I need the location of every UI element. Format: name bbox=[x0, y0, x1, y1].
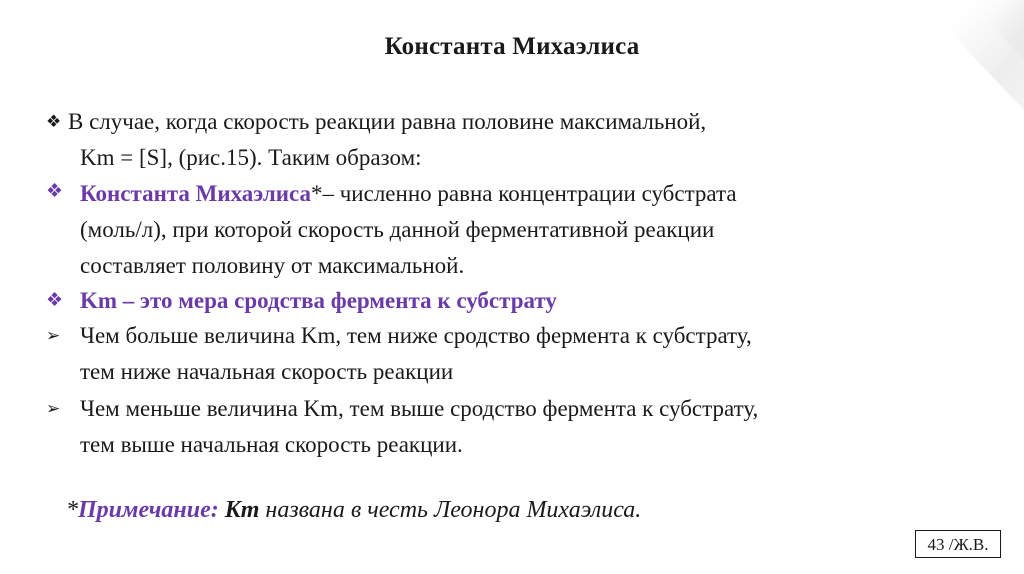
arrow-bullet-icon: ➢ bbox=[46, 399, 61, 418]
p5-line2: тем выше начальная скорость реакции. bbox=[80, 432, 463, 457]
slide-title: Константа Михаэлиса bbox=[384, 33, 640, 60]
p2-definition: *– численно равна концентрации субстрата bbox=[310, 181, 737, 206]
p2-line2: (моль/л), при которой скорость данной ферментативной реакции bbox=[80, 217, 715, 242]
footnote-label: Примечание: bbox=[78, 497, 219, 523]
p5-line1: Чем меньше величина Km, тем выше сродство фермента к субстрату, bbox=[80, 396, 759, 421]
diamond-bullet-icon: ❖ bbox=[46, 290, 64, 311]
footnote bbox=[66, 497, 641, 524]
page-number: 43 /Ж.В. bbox=[915, 530, 1001, 558]
p4-line1: Чем больше величина Km, тем ниже сродство фермента к субстрату, bbox=[80, 323, 752, 348]
footnote-asterisk: * bbox=[66, 497, 78, 523]
p4-line2: тем ниже начальная скорость реакции bbox=[80, 359, 454, 384]
p2-line3: составляет половину от максимальной. bbox=[80, 253, 465, 278]
p1-line2: Km = [S], (рис.15). Таким образом: bbox=[80, 145, 422, 170]
footnote-km: Km bbox=[224, 497, 260, 523]
footnote-text: названа в честь Леонора Михаэлиса. bbox=[259, 497, 642, 523]
p1-line1: В случае, когда скорость реакции равна половине максимальной, bbox=[68, 109, 707, 134]
km-affinity-statement: Km – это мера сродства фермента к субстрату bbox=[80, 288, 557, 313]
diamond-bullet-icon: ❖ bbox=[46, 112, 62, 131]
arrow-bullet-icon: ➢ bbox=[46, 326, 61, 345]
diamond-bullet-icon: ❖ bbox=[46, 181, 64, 202]
p2-line1 bbox=[80, 180, 737, 207]
km-term: Константа Михаэлиса bbox=[80, 181, 311, 206]
